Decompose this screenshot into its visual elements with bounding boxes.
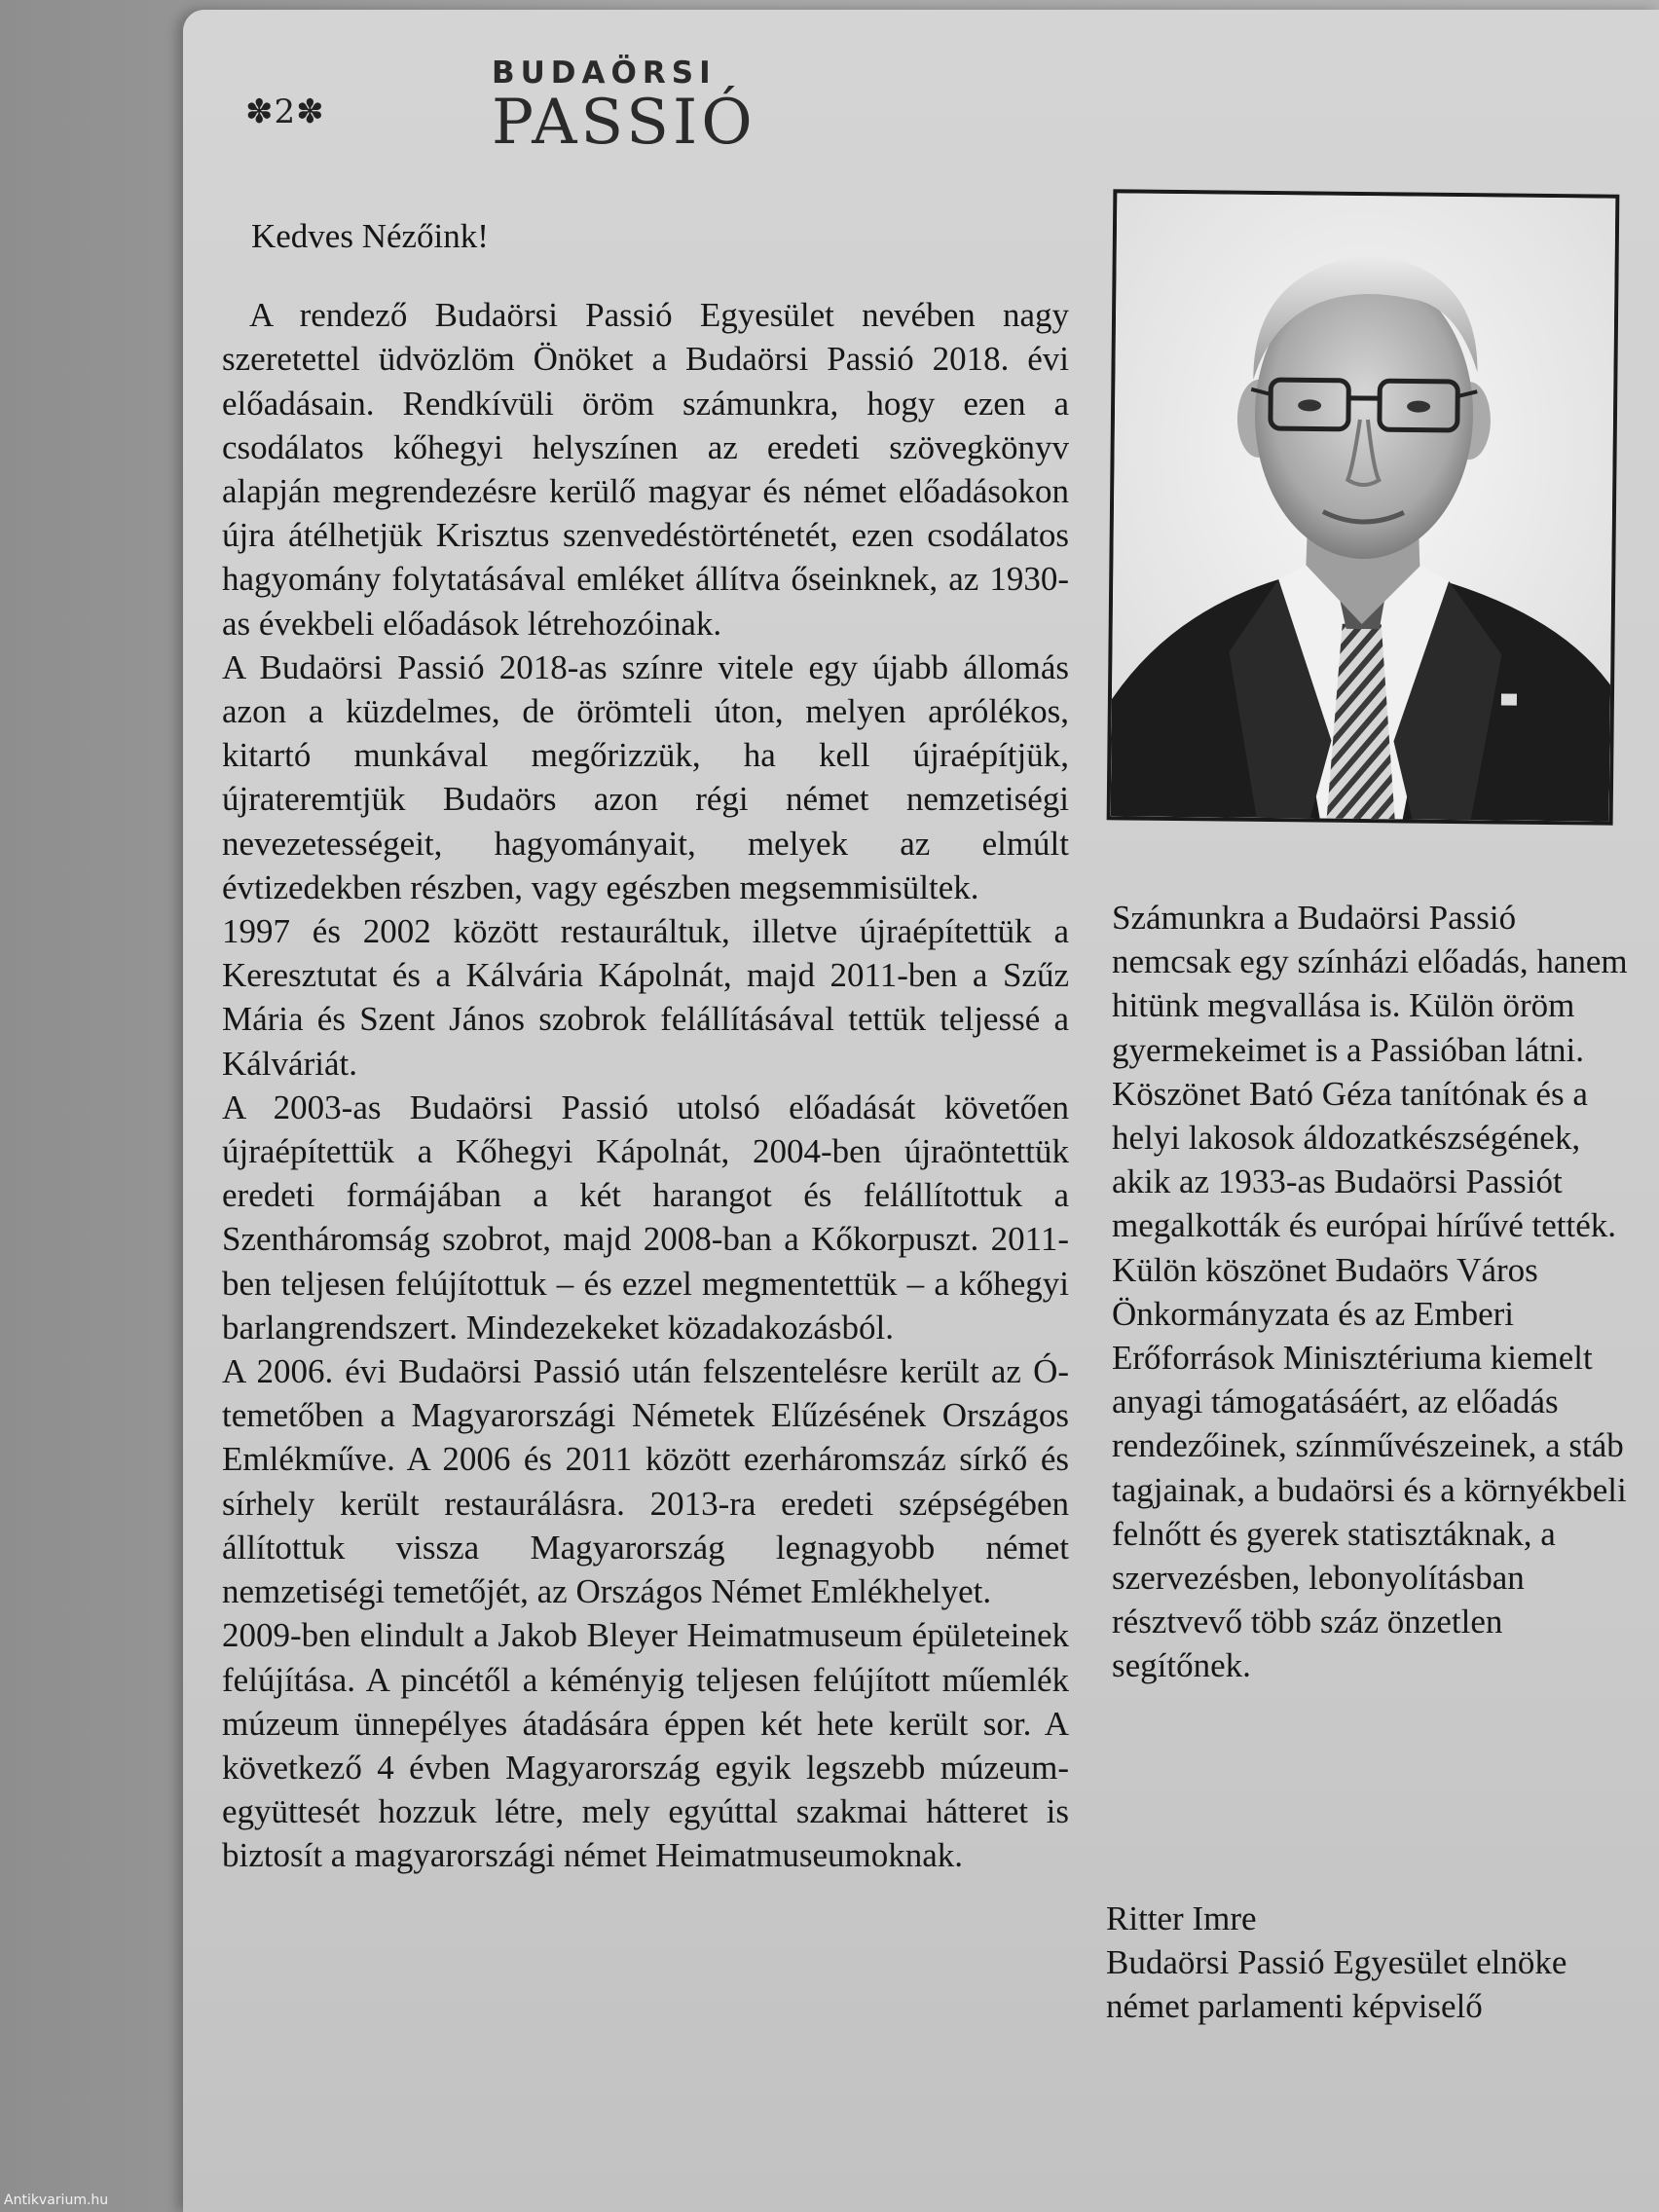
paragraph-4: A 2003-as Budaörsi Passió utolsó előadását követően újraépítettük a Kőhegyi Kápolnát, 2004-ben újraöntettük eredeti formájában a két harangot és felállítottuk a Szentháromság szobrot, majd 2008-ban a Kőkorpuszt. 2011-ben teljesen felújítottuk – és ezzel megmentettük – a kőhegyi barlangrendszert. Mindezekeket közadakozásból. [222,1088,1069,1346]
logo-bottom-text: PASSIÓ [492,87,756,159]
paragraph-1: A rendező Budaörsi Passió Egyesület nevében nagy szeretettel üdvözlöm Önöket a Budaörsi Passió 2018. évi előadásain. Rendkívüli öröm számunkra, hogy ezen a csodálatos kőhegyi helyszínen az eredeti szövegkönyv alapján megrendezésre kerülő magyar és német előadásokon újra átélhetjük Krisztus szenvedéstörténetét, ezen csodálatos hagyomány folytatásával emléket állítva őseinknek, az 1930-as évekbeli előadások létrehozóinak. [222,296,1069,643]
greeting: Kedves Nézőink! [251,217,489,255]
side-paragraph-2: Köszönet Bató Géza tanítónak és a helyi lakosok áldozatkészségének, akik az 1933-as Budaörsi Passiót megalkották és európai hírűvé tették. [1112,1074,1617,1245]
paragraph-3: 1997 és 2002 között restauráltuk, illetve újraépítettük a Keresztutat és a Kálvária Kápolnát, majd 2011-ben a Szűz Mária és Szent János szobrok felállításával tettük teljessé a Kálváriát. [222,912,1069,1083]
watermark: Antikvarium.hu [4,2193,109,2208]
logo-top-text: BUDAÖRSI [492,55,717,91]
paragraph-2: A Budaörsi Passió 2018-as színre vitele egy újabb állomás azon a küzdelmes, de örömteli úton, melyen aprólékos, kitartó munkával megőrizzük, ha kell újraépítjük, újrateremtjük Budaörs azon régi német nemzetiségi nevezetességeit, hagyományait, melyek az elmúlt évtizedekben részben, vagy egészben megsemmisültek. [222,647,1069,906]
page-number [245,92,325,131]
page-number-value: 2 [274,92,297,131]
signature-block [1106,1897,1651,2028]
logo [492,54,756,159]
side-paragraph-3: Külön köszönet Budaörs Város Önkormányzata és az Emberi Erőforrások Minisztériuma kiemelt anyagi támogatásáért, az előadás rendezőinek, színművészeinek, a stáb tagjainak, a budaörsi és a környékbeli felnőtt és gyerek statisztáknak, a szervezésben, lebonyolításban résztvevő több száz önzetlen segítőnek. [1112,1250,1627,1685]
letter-body [222,214,1069,1878]
letter-side-column [1112,896,1628,1688]
paragraph-6: 2009-ben elindult a Jakob Bleyer Heimatmuseum épületeinek felújítása. A pincétől a kéményig teljesen felújított műemlék múzeum ünnepélyes átadására éppen két hete került sor. A következő 4 évben Magyarország egyik legszebb múzeum-együttesét hozzuk létre, mely egyúttal szakmai hátteret is biztosít a magyarországi német Heimatmuseumoknak. [222,1616,1069,1875]
ornament-right-icon: ✽ [296,92,325,131]
paragraph-5: A 2006. évi Budaörsi Passió után felszentelésre került az Ó-temetőben a Magyarországi Németek Elűzésének Országos Emlékműve. A 2006 és 2011 között ezerháromszáz sírkő és sírhely került restaurálásra. 2013-ra eredeti szépségében állítottuk vissza Magyarország legnagyobb német nemzetiségi temetőjét, az Országos Német Emlékhelyet. [222,1352,1069,1611]
portrait-photo [1107,189,1620,825]
ornament-left-icon: ✽ [245,92,275,131]
portrait-illustration [1111,193,1616,821]
signature-title-2: német parlamenti képviselő [1106,1987,1483,2025]
side-paragraph-1: Számunkra a Budaörsi Passió nemcsak egy színházi előadás, hanem hitünk megvallása is. Külön öröm gyermekeimet is a Passióban látni. [1112,899,1628,1069]
signature-title-1: Budaörsi Passió Egyesület elnöke [1106,1943,1567,1981]
signature-name: Ritter Imre [1106,1899,1257,1937]
